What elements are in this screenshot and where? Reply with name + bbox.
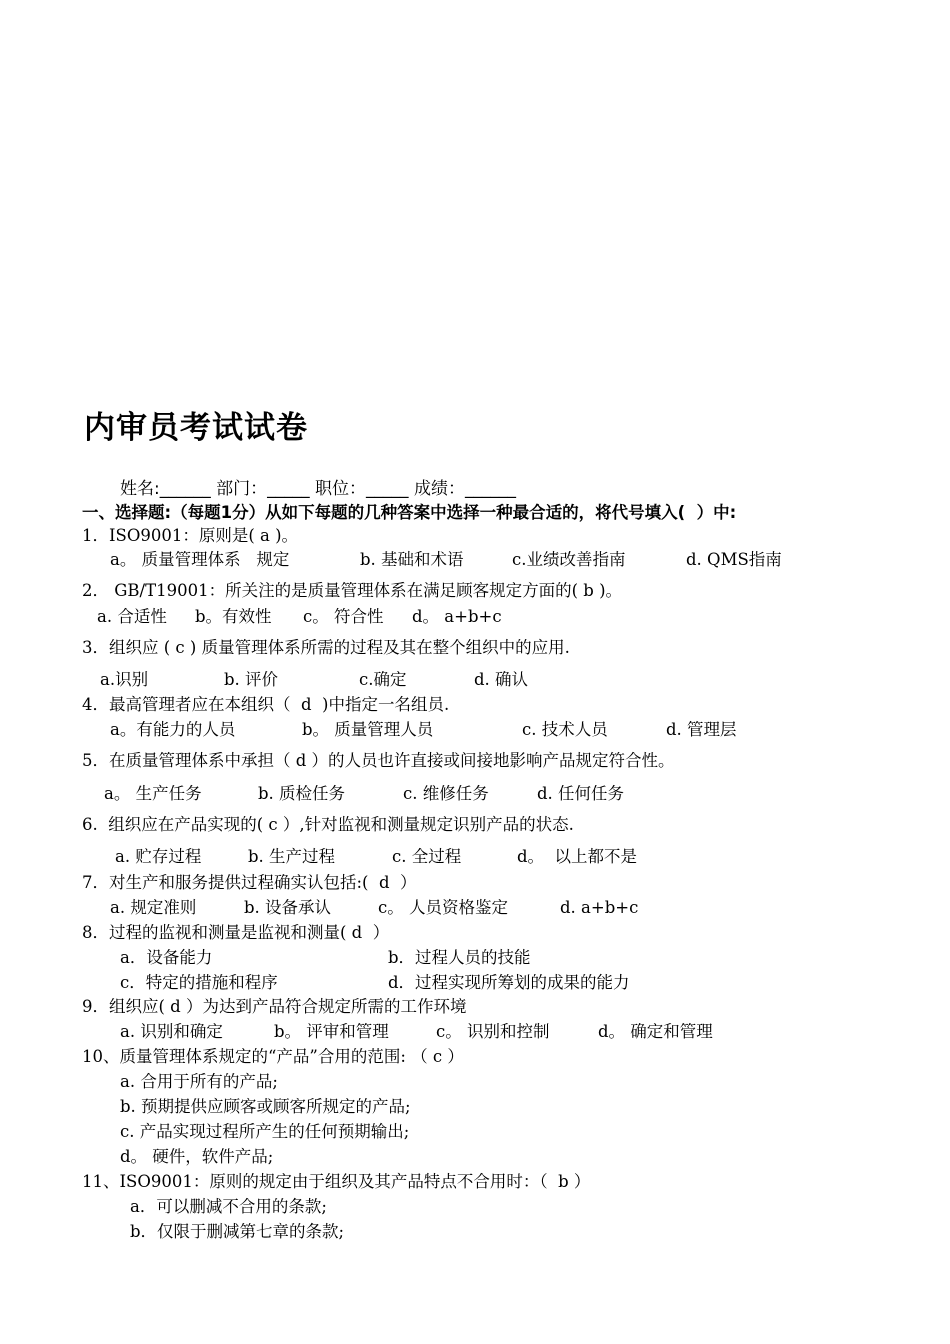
option: b。 评审和管理 — [274, 1022, 389, 1041]
question-stem: 9．组织应( d ）为达到产品符合规定所需的工作环境 — [82, 997, 467, 1016]
option: b。 质量管理人员 — [302, 720, 434, 739]
option: c。 识别和控制 — [436, 1022, 550, 1041]
option: c. 维修任务 — [403, 784, 489, 803]
option: c. 技术人员 — [522, 720, 608, 739]
option: a. 识别和确定 — [120, 1022, 223, 1041]
option: d。 以上都不是 — [517, 847, 638, 866]
option: c．特定的措施和程序 — [120, 973, 278, 992]
question-stem: 11、ISO9001：原则的规定由于组织及其产品特点不合用时：（ b ） — [82, 1172, 591, 1191]
question-stem: 10、质量管理体系规定的“产品”合用的范围: （ c ） — [82, 1047, 464, 1066]
option: d。 硬件，软件产品; — [120, 1147, 274, 1166]
option: b. 设备承认 — [244, 898, 332, 917]
question-stem: 5．在质量管理体系中承担（ d ）的人员也许直接或间接地影响产品规定符合性。 — [82, 751, 675, 770]
page-title: 内审员考试试卷 — [84, 410, 308, 446]
question-stem: 7．对生产和服务提供过程确实认包括:( d ） — [82, 873, 417, 892]
option: a。 生产任务 — [104, 784, 202, 803]
option: c。 符合性 — [303, 607, 384, 626]
option: d. QMS指南 — [686, 550, 782, 569]
option: a.识别 — [100, 670, 149, 689]
option: b。有效性 — [195, 607, 272, 626]
option: d。 确定和管理 — [598, 1022, 713, 1041]
option: d. a+b+c — [560, 898, 639, 917]
option: a．可以删减不合用的条款; — [130, 1197, 327, 1216]
option: b. 预期提供应顾客或顾客所规定的产品; — [120, 1097, 411, 1116]
question-stem: 2． GB/T19001：所关注的是质量管理体系在满足顾客规定方面的( b )。 — [82, 581, 623, 600]
question-stem: 1．ISO9001：原则是( a )。 — [82, 526, 299, 545]
option: b. 基础和术语 — [360, 550, 464, 569]
option: d. 管理层 — [666, 720, 737, 739]
option: d．过程实现所筹划的成果的能力 — [388, 973, 630, 992]
option: a. 合用于所有的产品; — [120, 1072, 278, 1091]
section-heading: 一、选择题:（每题1分）从如下每题的几种答案中选择一种最合适的，将代号填入( ）中: — [82, 503, 737, 522]
option: a. 合适性 — [97, 607, 167, 626]
option: c。 人员资格鉴定 — [378, 898, 508, 917]
question-stem: 4．最高管理者应在本组织（ d )中指定一名组员. — [82, 695, 450, 714]
option: c. 产品实现过程所产生的任何预期输出; — [120, 1122, 410, 1141]
option: c. 全过程 — [392, 847, 462, 866]
candidate-info — [120, 474, 516, 499]
score-field: 成绩：______ — [413, 479, 516, 499]
option: a. 规定准则 — [110, 898, 197, 917]
option: b．仅限于删减第七章的条款; — [130, 1222, 345, 1241]
option: c.业绩改善指南 — [512, 550, 626, 569]
option: d。 a+b+c — [412, 607, 502, 626]
option: b. 评价 — [224, 670, 279, 689]
option: a. 贮存过程 — [115, 847, 202, 866]
option: b. 质检任务 — [258, 784, 346, 803]
option: a。 质量管理体系 规定 — [110, 550, 290, 569]
option: a．设备能力 — [120, 948, 213, 967]
option: d. 确认 — [474, 670, 529, 689]
department-field: 部门：_____ — [216, 479, 310, 499]
option: c.确定 — [359, 670, 407, 689]
question-stem: 3．组织应 ( c ) 质量管理体系所需的过程及其在整个组织中的应用. — [82, 638, 570, 657]
name-field: 姓名:______ — [120, 479, 211, 499]
option: b．过程人员的技能 — [388, 948, 531, 967]
option: d. 任何任务 — [537, 784, 625, 803]
option: b. 生产过程 — [248, 847, 336, 866]
option: a。有能力的人员 — [110, 720, 236, 739]
question-stem: 6. 组织应在产品实现的( c ）,针对监视和测量规定识别产品的状态. — [82, 815, 574, 834]
position-field: 职位：_____ — [315, 479, 409, 499]
question-stem: 8．过程的监视和测量是监视和测量( d ） — [82, 923, 390, 942]
